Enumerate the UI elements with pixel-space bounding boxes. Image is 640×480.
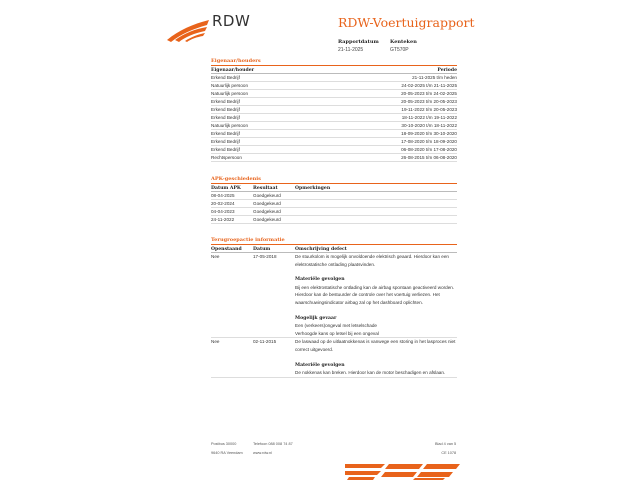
meta-value: GT570P [390,47,409,53]
column-header: Resultaat [253,186,278,191]
defect-text: De stuurkolom is mogelijk onvoldoende elektrisch geaard. Hierdoor kan een elektrostatische ontlading plaatsvinden. [295,254,449,267]
subsection-text: De nokkenas kan breken. Hierdoor kan de motor beschadigen en afslaan. [295,370,446,376]
recall-description [295,338,457,376]
report-title: RDW-Voertuigrapport [338,15,475,30]
footer-line: Telefoon 088 008 74 87 [253,442,293,446]
owner-period: 24-02-2025 t/m 21-11-2025 [401,83,457,88]
footer-contact [253,440,293,458]
table-row [211,146,457,154]
owner-period: 30-10-2020 t/m 18-11-2022 [401,123,457,128]
footer-line: Postbus 30000 [211,442,237,446]
owner-type: Natuurlijk persoon [211,91,249,96]
owner-type: Erkend Bedrijf [211,99,240,104]
apk-remarks [295,192,457,199]
subsection-text: Bij een elektrostatische ontlading kan de airbag spontaan geactiveerd worden. Hierdoor kan de bestuurder de controle over het voertuig verliezen. Het waarschuwingsindicator airbag zal op het dashboard oplichten. [295,284,455,305]
apk-section [211,176,457,224]
apk-remarks [295,200,457,207]
subsection-text: Een (verkeers)ongeval met letselschade Verhoogde kans op letsel bij een ongeval [295,323,379,336]
column-header: Datum APK [211,186,241,191]
apk-result: Goedgekeurd [253,201,281,206]
recall-open: Nee [211,339,220,345]
owner-period: 21-11-2025 t/m heden [412,75,457,80]
owner-type: Erkend Bedrijf [211,115,240,120]
apk-date: 24-11-2022 [211,217,235,222]
section-title: APK-geschiedenis [211,176,457,184]
subsection-heading: Materiële gevolgen [295,362,345,368]
owner-period: 06-08-2020 t/m 17-08-2020 [401,147,457,152]
table-header [211,185,457,192]
owner-period: 26-08-2015 t/m 06-08-2020 [401,155,457,160]
owner-period: 19-11-2022 t/m 20-05-2023 [401,107,457,112]
apk-date: 20-02-2024 [211,201,235,206]
recall-section [211,237,457,378]
owners-table-body [211,74,457,162]
owner-type: Erkend Bedrijf [211,131,240,136]
logo-text: RDW [212,12,251,30]
table-row [211,192,457,200]
column-header: Datum [253,247,271,252]
footer-address [211,440,243,458]
apk-remarks [295,208,457,215]
subsection-heading: Mogelijk gevaar [295,315,337,321]
owner-period: 18-09-2020 t/m 30-10-2020 [401,131,457,136]
meta-key: Kenteken [390,39,417,45]
table-row [211,114,457,122]
apk-table-body [211,192,457,224]
table-row [211,253,457,338]
owner-period: 20-05-2023 t/m 20-05-2023 [401,99,457,104]
meta-report-date [338,38,379,54]
table-header [211,246,457,253]
owners-section [211,58,457,162]
meta-value: 21-11-2025 [338,47,364,53]
recall-date: 17-05-2018 [253,254,277,259]
defect-text: De laswaad op de uitlaatnokkenas is vanwege een storing in het lasproces niet correct uitgevoerd. [295,339,456,352]
apk-result: Goedgekeurd [253,209,281,214]
footer-line: CE 1078 [441,451,457,455]
table-row [211,106,457,114]
table-row [211,138,457,146]
column-header: Omschrijving defect [295,247,347,252]
owner-type: Erkend Bedrijf [211,107,240,112]
table-row [211,82,457,90]
owner-type: Natuurlijk persoon [211,83,249,88]
owner-type: Erkend Bedrijf [211,75,240,80]
owner-type: Rechtspersoon [211,155,242,160]
meta-key: Rapportdatum [338,39,379,45]
footer-line: www.rdw.nl [253,451,272,455]
subsection-heading: Materiële gevolgen [295,277,345,283]
apk-date: 04-04-2023 [211,209,235,214]
table-row [211,208,457,216]
recall-table-body [211,253,457,378]
table-row [211,216,457,224]
table-row [211,338,457,377]
table-row [211,154,457,162]
table-row [211,74,457,82]
column-header: Eigenaar/houder [211,68,255,73]
apk-result: Goedgekeurd [253,217,281,222]
footer-page-info [435,440,456,458]
owner-period: 18-11-2022 t/m 19-11-2022 [401,115,457,120]
table-row [211,200,457,208]
owner-type: Erkend Bedrijf [211,147,240,152]
recall-date: 02-11-2015 [253,339,277,345]
recall-open: Nee [211,254,220,259]
meta-license-plate [390,38,417,54]
apk-remarks [295,216,457,223]
table-header [211,67,457,74]
table-row [211,98,457,106]
footer-line: 9640 RA Veendam [211,451,243,455]
table-row [211,130,457,138]
column-header: Opmerkingen [295,186,331,191]
apk-date: 08-04-2025 [211,193,235,198]
owner-period: 20-05-2023 t/m 24-02-2025 [401,91,457,96]
owner-type: Natuurlijk persoon [211,123,249,128]
column-header: Openstaand [211,247,242,252]
table-row [211,90,457,98]
section-title: Terugroepactie informatie [211,237,457,245]
recall-description [295,253,457,337]
owner-type: Erkend Bedrijf [211,139,240,144]
section-title: Eigenaar/houders [211,58,457,66]
footer-line: Blad 4 van 5 [435,442,457,446]
column-header: Periode [437,68,457,73]
owner-period: 17-08-2020 t/m 18-09-2020 [401,139,457,144]
table-row [211,122,457,130]
apk-result: Goedgekeurd [253,193,281,198]
rdw-stripe-decoration-icon [345,463,460,480]
